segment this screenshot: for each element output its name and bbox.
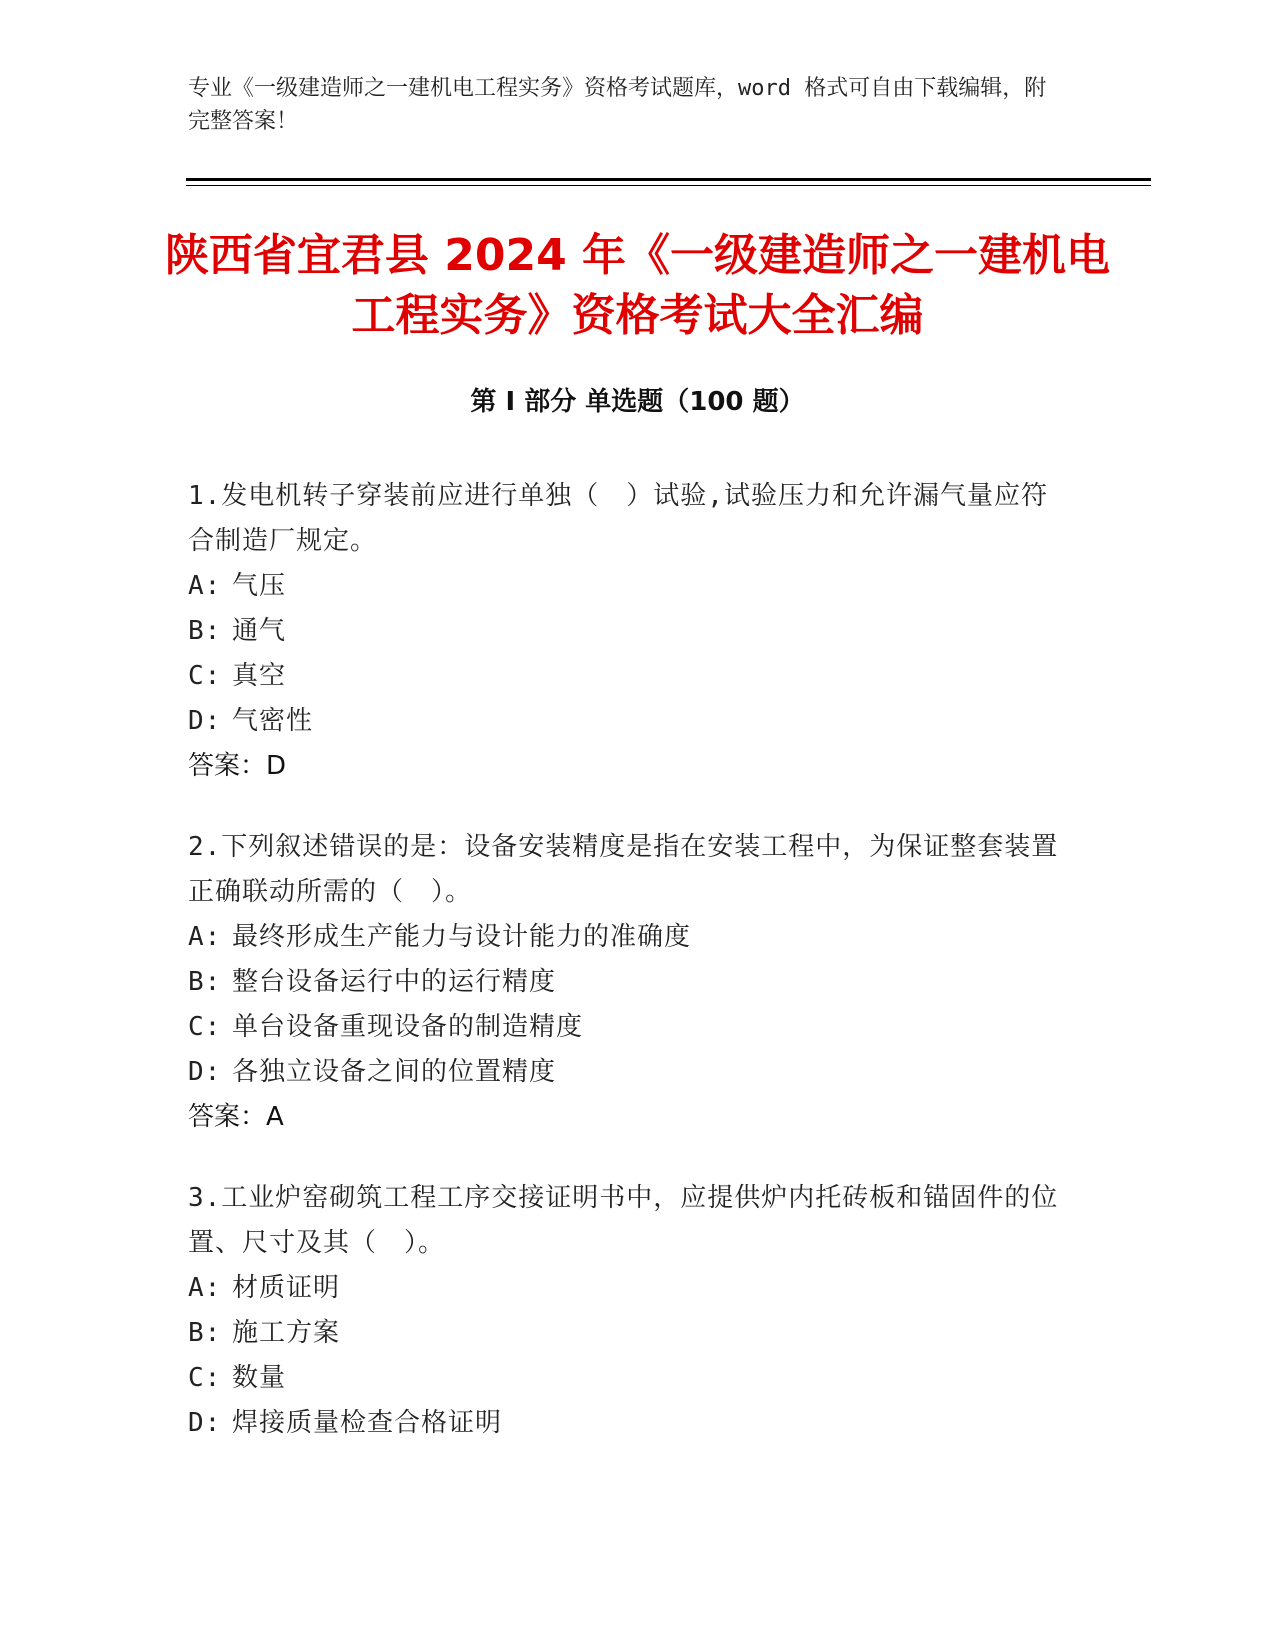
option-key: A: (188, 922, 222, 952)
header-note: 专业《一级建造师之一建机电工程实务》资格考试题库，word 格式可自由下载编辑，附完整答案！ (188, 76, 1047, 134)
option-text: 各独立设备之间的位置精度 (232, 1057, 557, 1087)
option-key: A: (188, 571, 222, 601)
question-3 (188, 1176, 1068, 1446)
option-text: 数量 (232, 1363, 287, 1393)
question-list (188, 474, 1068, 1482)
option-key: B: (188, 616, 222, 646)
answer-value: D (266, 751, 287, 781)
option-a (188, 1266, 1068, 1311)
option-a (188, 915, 1068, 960)
option-key: C: (188, 661, 222, 691)
header-rule-thin (186, 185, 1151, 186)
option-d (188, 1401, 1068, 1446)
answer-line (188, 744, 1068, 789)
option-c (188, 1005, 1068, 1050)
question-stem: 2.下列叙述错误的是：设备安装精度是指在安装工程中，为保证整套装置正确联动所需的（ ）。 (188, 832, 1059, 907)
option-b (188, 960, 1068, 1005)
section-title: 第 I 部分 单选题（100 题） (470, 387, 805, 417)
option-text: 气压 (232, 571, 287, 601)
answer-label: 答案： (188, 1102, 267, 1132)
option-text: 气密性 (232, 706, 314, 736)
option-text: 最终形成生产能力与设计能力的准确度 (232, 922, 692, 952)
option-key: D: (188, 1057, 222, 1087)
option-key: D: (188, 1408, 222, 1438)
question-stem: 1.发电机转子穿装前应进行单独（ ）试验,试验压力和允许漏气量应符合制造厂规定。 (188, 481, 1048, 556)
option-key: B: (188, 1318, 222, 1348)
option-text: 单台设备重现设备的制造精度 (232, 1012, 584, 1042)
document-title: 陕西省宜君县 2024 年《一级建造师之一建机电工程实务》资格考试大全汇编 (164, 230, 1111, 341)
answer-label: 答案： (188, 751, 267, 781)
option-key: A: (188, 1273, 222, 1303)
question-2 (188, 825, 1068, 1140)
answer-line (188, 1095, 1068, 1140)
question-stem: 3.工业炉窑砌筑工程工序交接证明书中，应提供炉内托砖板和锚固件的位置、尺寸及其（ ）。 (188, 1183, 1059, 1258)
question-1 (188, 474, 1068, 789)
option-b (188, 1311, 1068, 1356)
answer-value: A (266, 1102, 284, 1132)
option-key: C: (188, 1363, 222, 1393)
option-text: 施工方案 (232, 1318, 341, 1348)
option-text: 真空 (232, 661, 287, 691)
option-d (188, 1050, 1068, 1095)
option-text: 焊接质量检查合格证明 (232, 1408, 503, 1438)
option-d (188, 699, 1068, 744)
option-a (188, 564, 1068, 609)
option-b (188, 609, 1068, 654)
option-key: B: (188, 967, 222, 997)
option-text: 通气 (232, 616, 287, 646)
option-c (188, 654, 1068, 699)
option-text: 整台设备运行中的运行精度 (232, 967, 557, 997)
option-text: 材质证明 (232, 1273, 341, 1303)
header-rule-thick (186, 178, 1151, 181)
option-c (188, 1356, 1068, 1401)
option-key: D: (188, 706, 222, 736)
option-key: C: (188, 1012, 222, 1042)
